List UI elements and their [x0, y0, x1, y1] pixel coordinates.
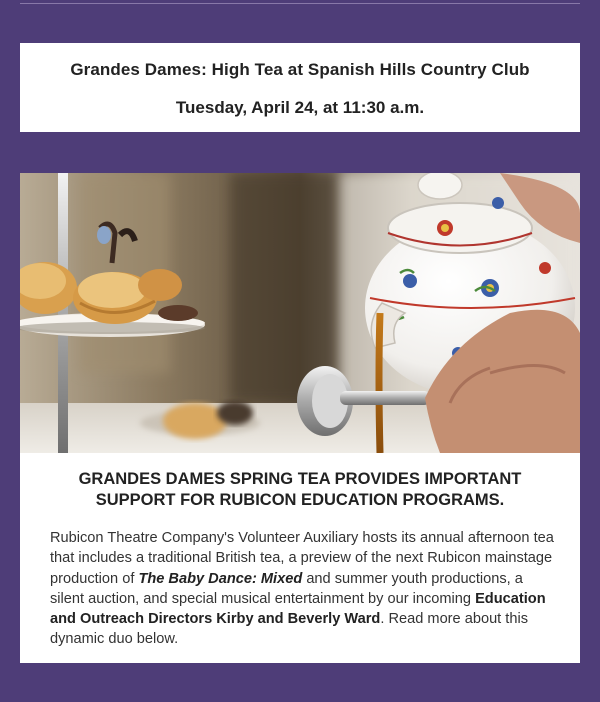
headline-line-1: GRANDES DAMES SPRING TEA PROVIDES IMPORTANT [78, 470, 522, 488]
article-body [50, 528, 560, 650]
event-date: Tuesday, April 24, at 11:30 a.m. [175, 98, 425, 117]
body-text-part-1: Rubicon Theatre Company's Volunteer Auxiliary hosts its annual afternoon tea that includes a traditional British tea, a preview of the next Rubicon mainstage production of [50, 530, 554, 587]
article-card [20, 173, 580, 663]
body-text-part-3: . Read more about this dynamic duo below. [50, 611, 528, 648]
top-divider [20, 3, 580, 4]
event-title: Grandes Dames: High Tea at Spanish Hills Country Club [70, 60, 530, 79]
article-headline [30, 469, 570, 511]
show-title: The Baby Dance: Mixed [138, 570, 303, 587]
body-text-part-2: and summer youth productions, a silent auction, and special musical entertainment by our incoming [50, 570, 523, 607]
event-header-card [20, 43, 580, 132]
headline-line-2: SUPPORT FOR RUBICON EDUCATION PROGRAMS. [95, 491, 505, 509]
directors-names: Education and Outreach Directors Kirby and Beverly Ward [50, 590, 546, 628]
hero-image [20, 173, 580, 453]
